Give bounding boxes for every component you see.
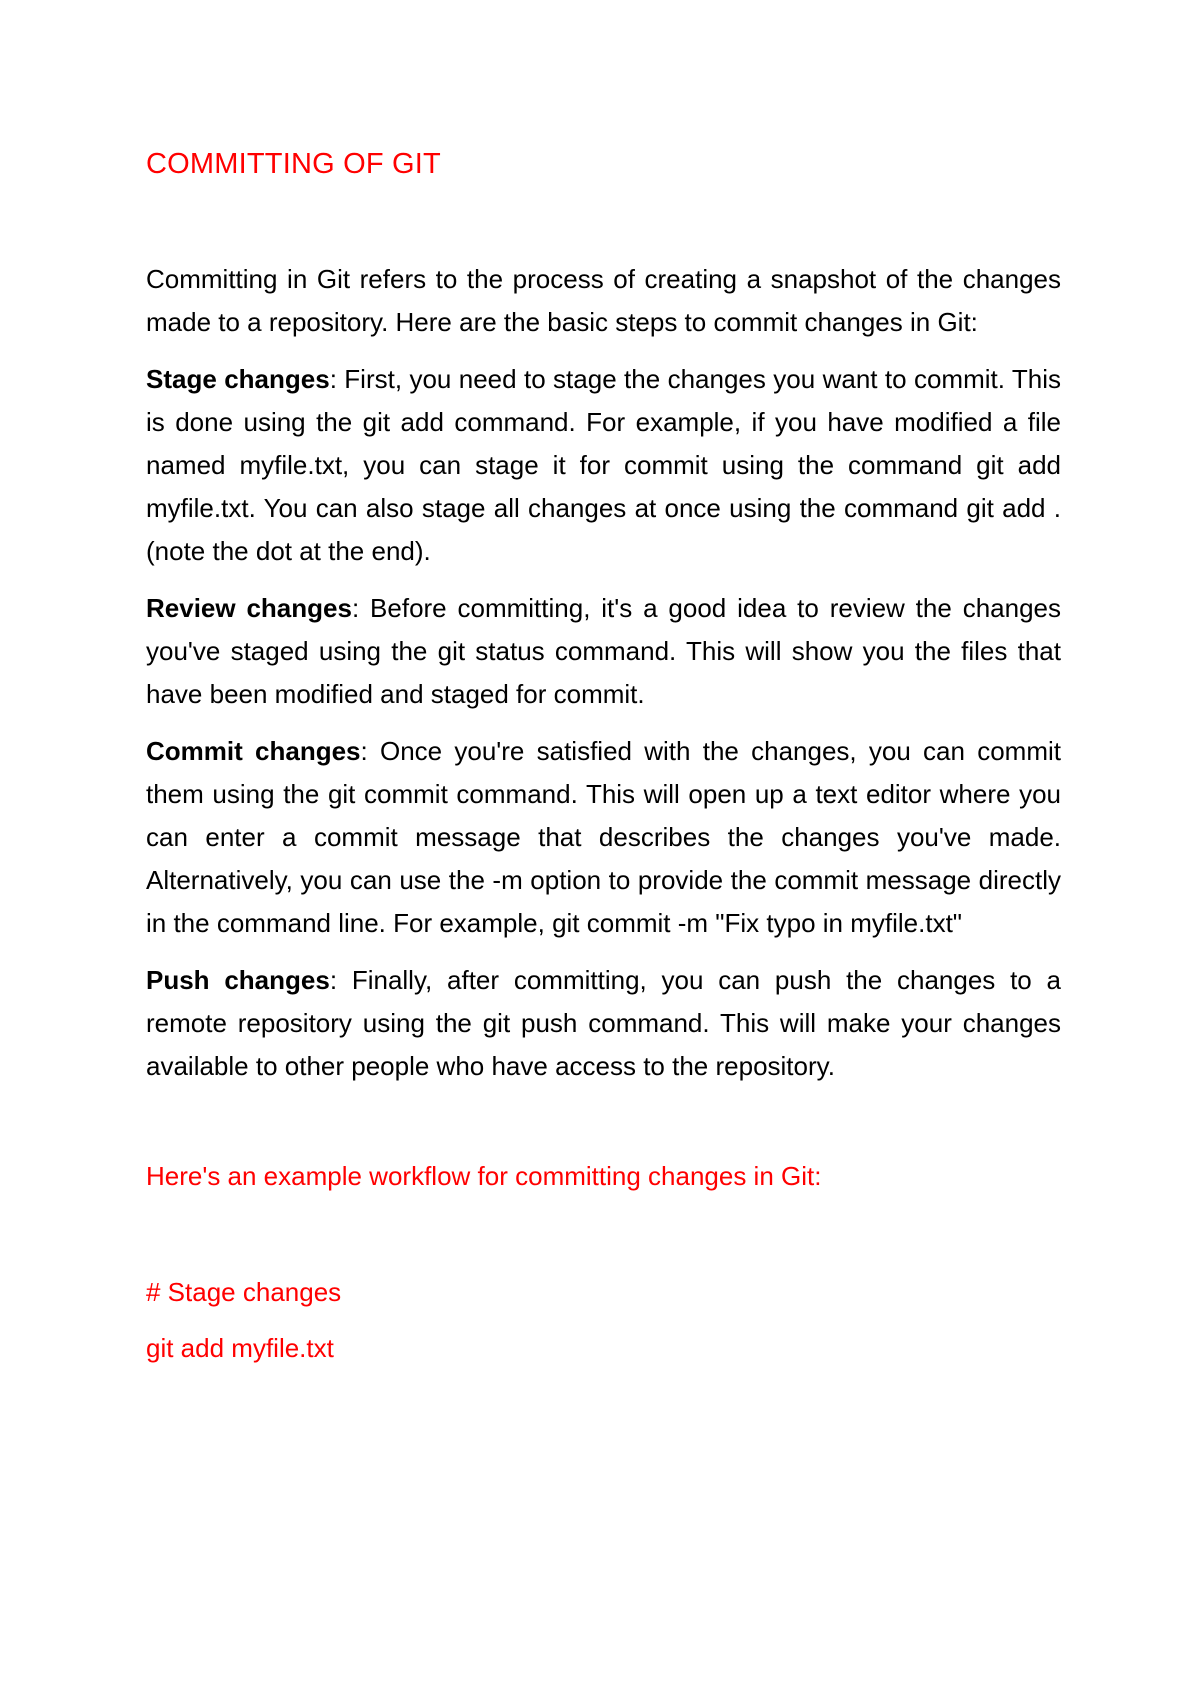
step-title-review: Review changes	[146, 593, 352, 623]
step-title-stage: Stage changes	[146, 364, 330, 394]
document-content	[146, 146, 1061, 1368]
step-body-review: : Before committing, it's a good idea to review the changes you've staged using the git status command. This will show you the files that have been modified and staged for commit.	[146, 593, 1061, 709]
step-body-push: : Finally, after committing, you can push the changes to a remote repository using the git push command. This will make your changes available to other people who have access to the repository.	[146, 965, 1061, 1081]
step-body-commit: : Once you're satisfied with the changes, you can commit them using the git commit command. This will open up a text editor where you can enter a commit message that describes the changes you've made. Alternatively, you can use the -m option to provide the commit message directly in the command line. For example, git commit -m "Fix typo in myfile.txt"	[146, 736, 1061, 938]
step-body-stage: : First, you need to stage the changes you want to commit. This is done using the git add command. For example, if you have modified a file named myfile.txt, you can stage it for commit using the command git add myfile.txt. You can also stage all changes at once using the command git add . (note the dot at the end).	[146, 364, 1061, 566]
workflow-heading: Here's an example workflow for committing changes in Git:	[146, 1161, 822, 1191]
step-paragraph-review	[146, 587, 1061, 716]
step-paragraph-stage	[146, 358, 1061, 573]
document-title: COMMITTING OF GIT	[146, 148, 441, 180]
intro-paragraph: Committing in Git refers to the process of creating a snapshot of the changes made to a repository. Here are the basic steps to commit changes in Git:	[146, 264, 1061, 337]
step-title-commit: Commit changes	[146, 736, 361, 766]
code-comment: # Stage changes	[146, 1277, 342, 1307]
code-line: git add myfile.txt	[146, 1333, 334, 1363]
step-title-push: Push changes	[146, 965, 330, 995]
step-paragraph-push	[146, 959, 1061, 1088]
step-paragraph-commit	[146, 730, 1061, 945]
